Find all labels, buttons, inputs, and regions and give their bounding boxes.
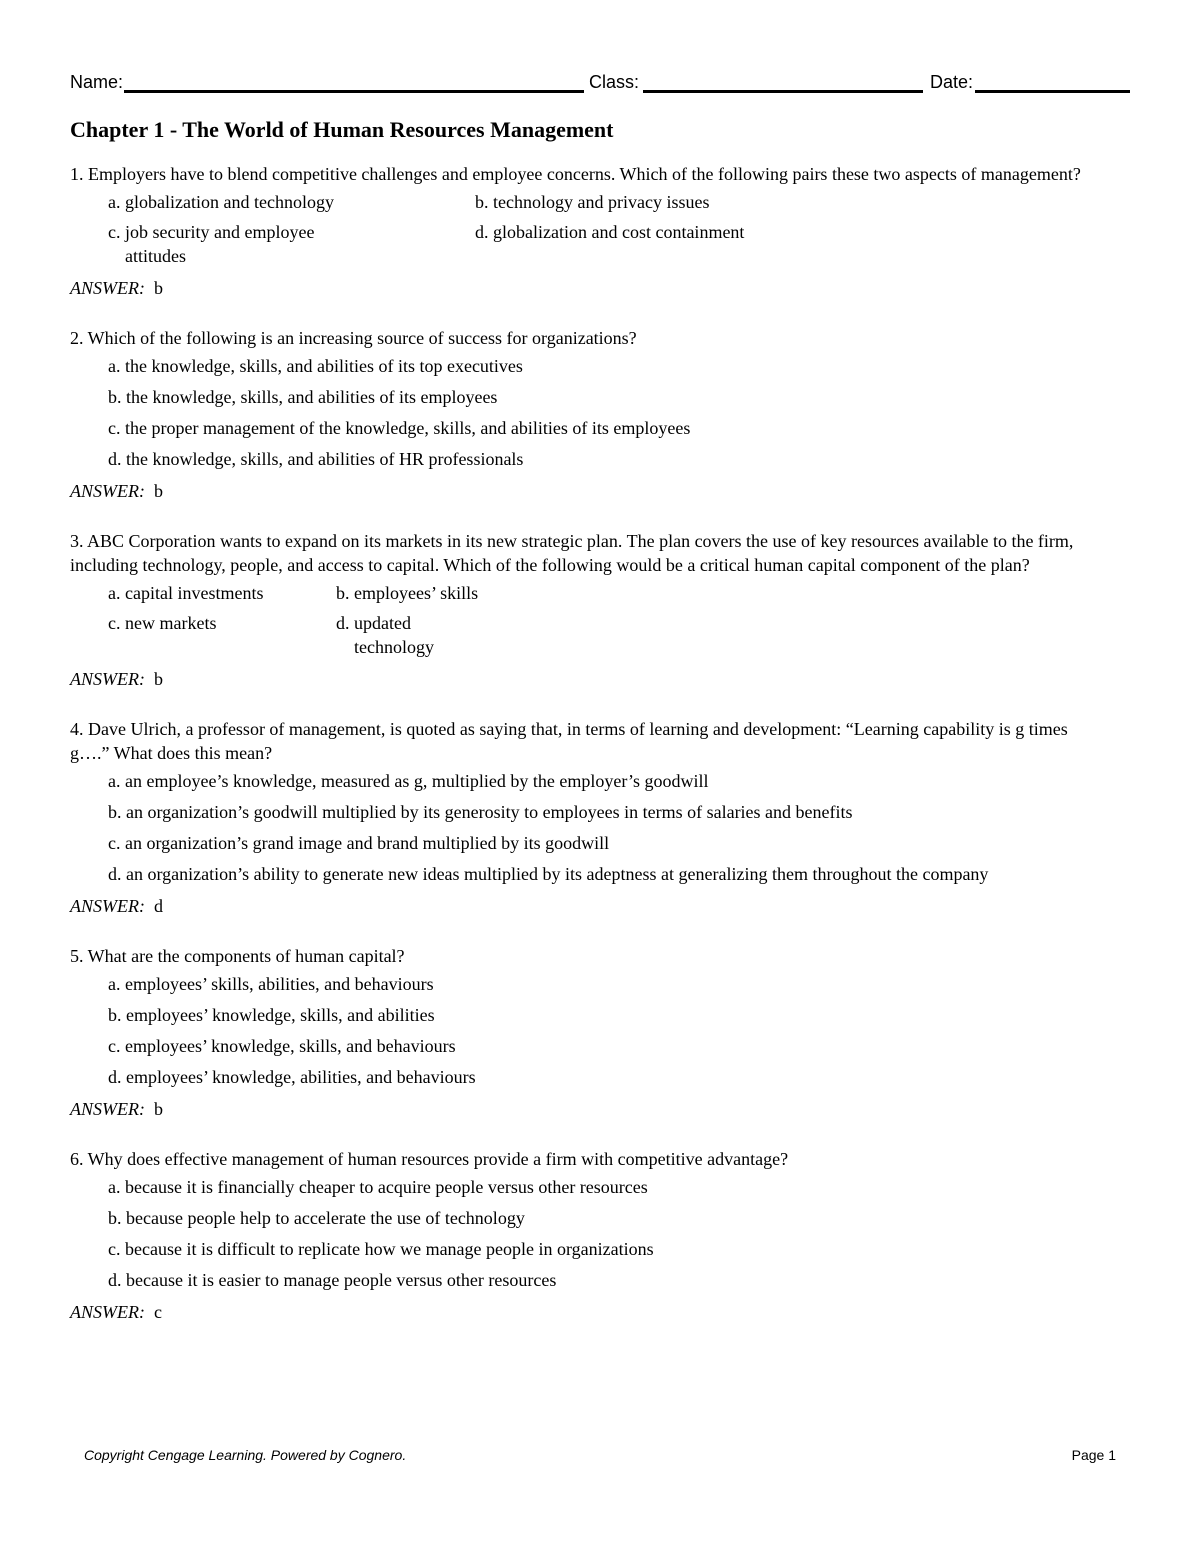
option-text: employees’ skills, abilities, and behaviours — [125, 974, 434, 994]
option-text: the knowledge, skills, and abilities of its employees — [126, 387, 498, 407]
option-text: employees’ knowledge, abilities, and behaviours — [126, 1067, 476, 1087]
option-list — [70, 354, 728, 471]
answer-value: b — [153, 481, 163, 501]
copyright-notice: Copyright Cengage Learning. Powered by Cognero. — [84, 1447, 407, 1463]
option-d — [475, 220, 795, 268]
option-text: an organization’s goodwill multiplied by its generosity to employees in terms of salaries and benefits — [126, 802, 853, 822]
option-letter: c. — [108, 418, 121, 438]
option-text: because people help to accelerate the use of technology — [126, 1208, 525, 1228]
option-letter: c. — [108, 1239, 121, 1259]
option-letter: b. — [108, 1208, 122, 1228]
option-c — [108, 1034, 1100, 1058]
option-letter: d. — [108, 864, 122, 884]
option-text: globalization and technology — [125, 192, 334, 212]
option-a — [108, 769, 1100, 793]
option-a — [108, 190, 475, 214]
option-text: because it is difficult to replicate how we manage people in organizations — [125, 1239, 654, 1259]
page-number: Page 1 — [1071, 1447, 1116, 1463]
option-c — [108, 831, 1100, 855]
option-d — [108, 447, 728, 471]
option-letter: b. — [108, 1005, 122, 1025]
option-letter: a. — [108, 1177, 121, 1197]
option-letter: b. — [108, 387, 122, 407]
option-letter: c. — [108, 222, 121, 242]
option-text: employees’ knowledge, skills, and behaviours — [125, 1036, 456, 1056]
option-text: the knowledge, skills, and abilities of HR professionals — [126, 449, 524, 469]
date-field-line — [975, 90, 1130, 93]
option-letter: a. — [108, 356, 121, 376]
page-footer — [84, 1447, 1116, 1463]
option-text: capital investments — [125, 583, 264, 603]
question-4 — [70, 717, 1100, 918]
option-letter: d. — [108, 449, 122, 469]
option-text: updated technology — [354, 613, 434, 657]
question-stem: 1. Employers have to blend competitive challenges and employee concerns. Which of the following pairs these two aspects of management? — [70, 164, 1081, 184]
option-b — [108, 1003, 1100, 1027]
name-field-line — [124, 90, 584, 93]
option-text: because it is easier to manage people versus other resources — [126, 1270, 557, 1290]
option-d — [108, 1065, 1100, 1089]
question-stem: 3. ABC Corporation wants to expand on its markets in its new strategic plan. The plan covers the use of key resources available to the firm, including technology, people, and access to capital. Which of the following would be a critical human capital component of the plan? — [70, 531, 1074, 575]
class-field-line — [643, 90, 923, 93]
question-6 — [70, 1147, 1100, 1324]
option-c — [108, 220, 358, 268]
answer-line — [70, 1300, 1100, 1324]
answer-value: b — [153, 1099, 163, 1119]
option-letter: d. — [108, 1270, 122, 1290]
answer-line — [70, 667, 1100, 691]
question-stem: 6. Why does effective management of human resources provide a firm with competitive advantage? — [70, 1149, 789, 1169]
chapter-title: Chapter 1 - The World of Human Resources Management — [70, 117, 614, 142]
option-letter: b. — [336, 583, 350, 603]
option-letter: b. — [475, 192, 489, 212]
option-text: employees’ skills — [354, 583, 479, 603]
name-label: Name: — [70, 72, 124, 92]
option-a — [108, 581, 336, 605]
option-letter: c. — [108, 613, 121, 633]
option-list — [70, 581, 1100, 659]
answer-label: ANSWER: — [70, 896, 145, 916]
option-text: technology and privacy issues — [493, 192, 710, 212]
option-c — [108, 416, 728, 440]
option-b — [108, 385, 728, 409]
answer-line — [70, 479, 1100, 503]
date-label: Date: — [930, 72, 974, 92]
option-text: employees’ knowledge, skills, and abilities — [126, 1005, 435, 1025]
option-text: job security and employee attitudes — [125, 222, 315, 266]
option-letter: a. — [108, 583, 121, 603]
option-text: an employee’s knowledge, measured as g, multiplied by the employer’s goodwill — [125, 771, 709, 791]
option-text: globalization and cost containment — [493, 222, 745, 242]
option-text: an organization’s ability to generate new ideas multiplied by its adeptness at generalizing them throughout the company — [126, 864, 989, 884]
question-stem: 4. Dave Ulrich, a professor of management, is quoted as saying that, in terms of learning and development: “Learning capability is g times g….” What does this mean? — [70, 719, 1068, 763]
option-a — [108, 972, 1100, 996]
option-b — [475, 190, 795, 214]
option-text: new markets — [125, 613, 217, 633]
option-list — [70, 190, 1100, 268]
question-stem: 2. Which of the following is an increasing source of success for organizations? — [70, 328, 637, 348]
question-2 — [70, 326, 1100, 503]
answer-value: b — [153, 278, 163, 298]
option-b — [108, 800, 1100, 824]
option-b — [336, 581, 486, 605]
answer-label: ANSWER: — [70, 1302, 145, 1322]
option-letter: d. — [336, 613, 350, 633]
option-d — [336, 611, 466, 659]
question-stem: 5. What are the components of human capital? — [70, 946, 405, 966]
question-5 — [70, 944, 1100, 1121]
answer-line — [70, 276, 1100, 300]
answer-label: ANSWER: — [70, 669, 145, 689]
answer-value: b — [153, 669, 163, 689]
option-list — [70, 972, 1100, 1089]
option-list — [70, 1175, 1100, 1292]
student-info-header — [70, 72, 1130, 98]
option-letter: b. — [108, 802, 122, 822]
option-c — [108, 611, 336, 659]
option-a — [108, 354, 728, 378]
question-list — [70, 162, 1100, 1350]
option-c — [108, 1237, 1100, 1261]
answer-value: c — [153, 1302, 162, 1322]
option-text: an organization’s grand image and brand multiplied by its goodwill — [125, 833, 610, 853]
answer-value: d — [153, 896, 163, 916]
answer-line — [70, 894, 1100, 918]
option-letter: a. — [108, 974, 121, 994]
answer-label: ANSWER: — [70, 278, 145, 298]
option-letter: c. — [108, 1036, 121, 1056]
class-label: Class: — [589, 72, 640, 92]
option-list — [70, 769, 1100, 886]
answer-label: ANSWER: — [70, 1099, 145, 1119]
option-text: the proper management of the knowledge, skills, and abilities of its employees — [125, 418, 691, 438]
option-letter: a. — [108, 771, 121, 791]
option-text: because it is financially cheaper to acquire people versus other resources — [125, 1177, 648, 1197]
answer-label: ANSWER: — [70, 481, 145, 501]
option-d — [108, 862, 1100, 886]
answer-line — [70, 1097, 1100, 1121]
option-d — [108, 1268, 1100, 1292]
option-letter: d. — [475, 222, 489, 242]
option-b — [108, 1206, 1100, 1230]
question-1 — [70, 162, 1100, 300]
question-3 — [70, 529, 1100, 691]
option-letter: a. — [108, 192, 121, 212]
option-letter: c. — [108, 833, 121, 853]
option-a — [108, 1175, 1100, 1199]
option-letter: d. — [108, 1067, 122, 1087]
option-text: the knowledge, skills, and abilities of its top executives — [125, 356, 523, 376]
